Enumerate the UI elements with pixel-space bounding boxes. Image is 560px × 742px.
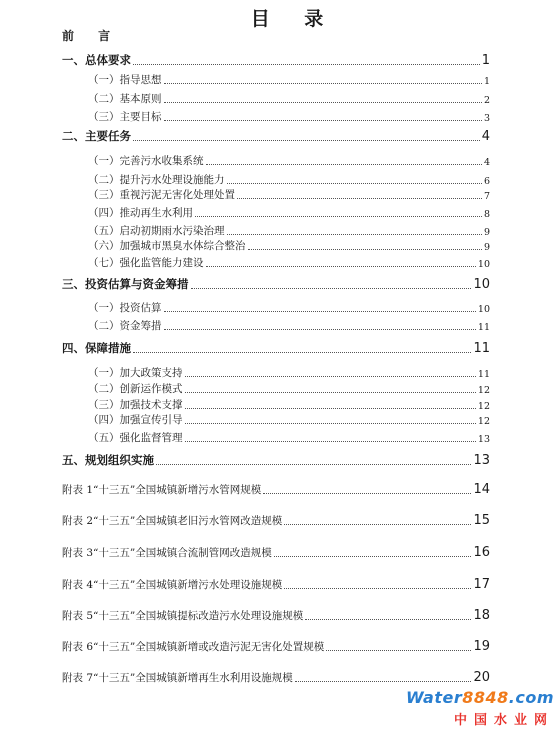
toc-section-entry[interactable]: [88, 223, 490, 238]
toc-dot-leader: [185, 441, 476, 442]
toc-entry-label: 一、总体要求: [62, 53, 131, 67]
toc-page-number: 12: [477, 416, 490, 427]
toc-page-number: 8: [483, 209, 490, 220]
toc-page-number: 9: [483, 242, 490, 253]
toc-page-number: 1: [483, 76, 490, 87]
toc-chapter-entry[interactable]: [62, 128, 490, 144]
toc-page-number: 11: [477, 322, 490, 333]
toc-dot-leader: [284, 524, 471, 525]
toc-page-number: 15: [473, 513, 490, 528]
toc-page-number: 18: [473, 608, 490, 623]
toc-dot-leader: [185, 408, 476, 409]
toc-dot-leader: [133, 64, 480, 65]
toc-dot-leader: [185, 392, 476, 393]
toc-entry-label: （五）启动初期雨水污染治理: [88, 225, 225, 237]
toc-section-entry[interactable]: [88, 300, 490, 315]
toc-page-number: 4: [483, 157, 490, 168]
toc-appendix-entry[interactable]: [62, 513, 490, 528]
toc-entry-label: 附表 4“十三五”全国城镇新增污水处理设施规模: [62, 579, 283, 591]
toc-page-number: 12: [477, 401, 490, 412]
toc-section-entry[interactable]: [88, 109, 490, 124]
toc-section-entry[interactable]: [88, 72, 490, 87]
toc-appendix-entry[interactable]: [62, 482, 490, 497]
toc-page-number: 11: [473, 341, 490, 356]
toc-dot-leader: [185, 423, 476, 424]
toc-appendix-entry[interactable]: [62, 577, 490, 592]
watermark-brand-number: 8848: [462, 688, 509, 707]
toc-appendix-entry[interactable]: [62, 608, 490, 623]
toc-entry-label: （二）资金筹措: [88, 320, 162, 332]
toc-entry-label: （六）加强城市黑臭水体综合整治: [88, 240, 246, 252]
toc-entry-label: （三）重视污泥无害化处理处置: [88, 189, 235, 201]
toc-page-number: 6: [483, 176, 490, 187]
toc-section-entry[interactable]: [88, 412, 490, 427]
toc-entry-label: 附表 1“十三五”全国城镇新增污水管网规模: [62, 484, 262, 496]
toc-entry-label: （二）提升污水处理设施能力: [88, 174, 225, 186]
watermark-site-name: 中国水业网: [453, 713, 554, 728]
toc-dot-leader: [263, 493, 471, 494]
toc-entry-label: 附表 2“十三五”全国城镇老旧污水管网改造规模: [62, 515, 283, 527]
toc-dot-leader: [284, 588, 471, 589]
toc-dot-leader: [191, 288, 472, 289]
toc-dot-leader: [133, 352, 471, 353]
toc-page-number: 17: [473, 577, 490, 592]
toc-page-number: 2: [483, 95, 490, 106]
toc-page-number: 9: [483, 227, 490, 238]
toc-dot-leader: [206, 266, 476, 267]
toc-chapter-entry[interactable]: [62, 276, 490, 292]
toc-entry-label: （四）加强宣传引导: [88, 414, 183, 426]
toc-section-entry[interactable]: [88, 238, 490, 253]
toc-entry-label: （四）推动再生水利用: [88, 207, 193, 219]
toc-page-number: 20: [473, 670, 490, 685]
toc-entry-label: （二）创新运作模式: [88, 383, 183, 395]
toc-dot-leader: [195, 216, 482, 217]
toc-chapter-entry[interactable]: [62, 52, 490, 68]
toc-dot-leader: [227, 183, 482, 184]
toc-page-number: 7: [483, 191, 490, 202]
toc-page-number: 14: [473, 482, 490, 497]
toc-entry-label: （一）加大政策支持: [88, 367, 183, 379]
toc-dot-leader: [164, 120, 482, 121]
toc-entry-label: 三、投资估算与资金筹措: [62, 277, 189, 291]
toc-page-number: 13: [477, 434, 490, 445]
toc-dot-leader: [164, 102, 482, 103]
toc-page-number: 13: [473, 453, 490, 468]
toc-entry-label: （五）强化监督管理: [88, 432, 183, 444]
toc-entry-label: （一）指导思想: [88, 74, 162, 86]
toc-chapter-entry[interactable]: [62, 452, 490, 468]
toc-section-entry[interactable]: [88, 397, 490, 412]
watermark-logo: [406, 688, 554, 707]
toc-section-entry[interactable]: [88, 381, 490, 396]
toc-dot-leader: [133, 140, 480, 141]
toc-dot-leader: [164, 329, 476, 330]
toc-dot-leader: [164, 311, 476, 312]
toc-entry-label: 二、主要任务: [62, 129, 131, 143]
toc-section-entry[interactable]: [88, 172, 490, 187]
toc-dot-leader: [164, 83, 482, 84]
toc-entry-label: 四、保障措施: [62, 341, 131, 355]
toc-dot-leader: [248, 249, 482, 250]
toc-page-number: 3: [483, 113, 490, 124]
toc-entry-label: （三）主要目标: [88, 111, 162, 123]
toc-page-number: 19: [473, 639, 490, 654]
toc-chapter-entry[interactable]: [62, 340, 490, 356]
toc-section-entry[interactable]: [88, 187, 490, 202]
toc-page-number: 11: [477, 369, 490, 380]
toc-page-number: 12: [477, 385, 490, 396]
toc-page-number: 10: [477, 259, 490, 270]
toc-section-entry[interactable]: [88, 365, 490, 380]
preface-heading[interactable]: 前 言: [62, 29, 121, 43]
toc-entry-label: 附表 7“十三五”全国城镇新增再生水利用设施规模: [62, 672, 293, 684]
watermark-brand-suffix: .com: [508, 688, 554, 707]
toc-entry-label: 五、规划组织实施: [62, 453, 154, 467]
toc-entry-label: 附表 3“十三五”全国城镇合流制管网改造规模: [62, 547, 272, 559]
toc-entry-label: （一）投资估算: [88, 302, 162, 314]
toc-page-number: 4: [481, 129, 490, 144]
toc-entry-label: （七）强化监管能力建设: [88, 257, 204, 269]
toc-page-number: 16: [473, 545, 490, 560]
toc-dot-leader: [227, 234, 482, 235]
toc-entry-label: （一）完善污水收集系统: [88, 155, 204, 167]
toc-dot-leader: [156, 464, 471, 465]
toc-entry-label: （二）基本原则: [88, 93, 162, 105]
toc-page-number: 1: [481, 53, 490, 68]
watermark-brand-prefix: Water: [405, 688, 463, 707]
toc-entry-label: （三）加强技术支撑: [88, 399, 183, 411]
page-title: 目 录: [250, 8, 338, 30]
toc-dot-leader: [185, 376, 476, 377]
toc-dot-leader: [206, 164, 482, 165]
toc-entry-label: 附表 5“十三五”全国城镇提标改造污水处理设施规模: [62, 610, 304, 622]
toc-section-entry[interactable]: [88, 318, 490, 333]
toc-section-entry[interactable]: [88, 205, 490, 220]
toc-entry-label: 附表 6“十三五”全国城镇新增或改造污泥无害化处置规模: [62, 641, 325, 653]
toc-dot-leader: [274, 556, 472, 557]
toc-dot-leader: [305, 619, 471, 620]
toc-appendix-entry[interactable]: [62, 545, 490, 560]
toc-dot-leader: [237, 198, 482, 199]
toc-dot-leader: [295, 681, 472, 682]
site-watermark: [406, 688, 554, 728]
toc-section-entry[interactable]: [88, 91, 490, 106]
toc-section-entry[interactable]: [88, 255, 490, 270]
toc-dot-leader: [326, 650, 471, 651]
toc-page-number: 10: [473, 277, 490, 292]
toc-appendix-entry[interactable]: [62, 670, 490, 685]
toc-appendix-entry[interactable]: [62, 639, 490, 654]
toc-section-entry[interactable]: [88, 430, 490, 445]
toc-page-number: 10: [477, 304, 490, 315]
toc-section-entry[interactable]: [88, 153, 490, 168]
